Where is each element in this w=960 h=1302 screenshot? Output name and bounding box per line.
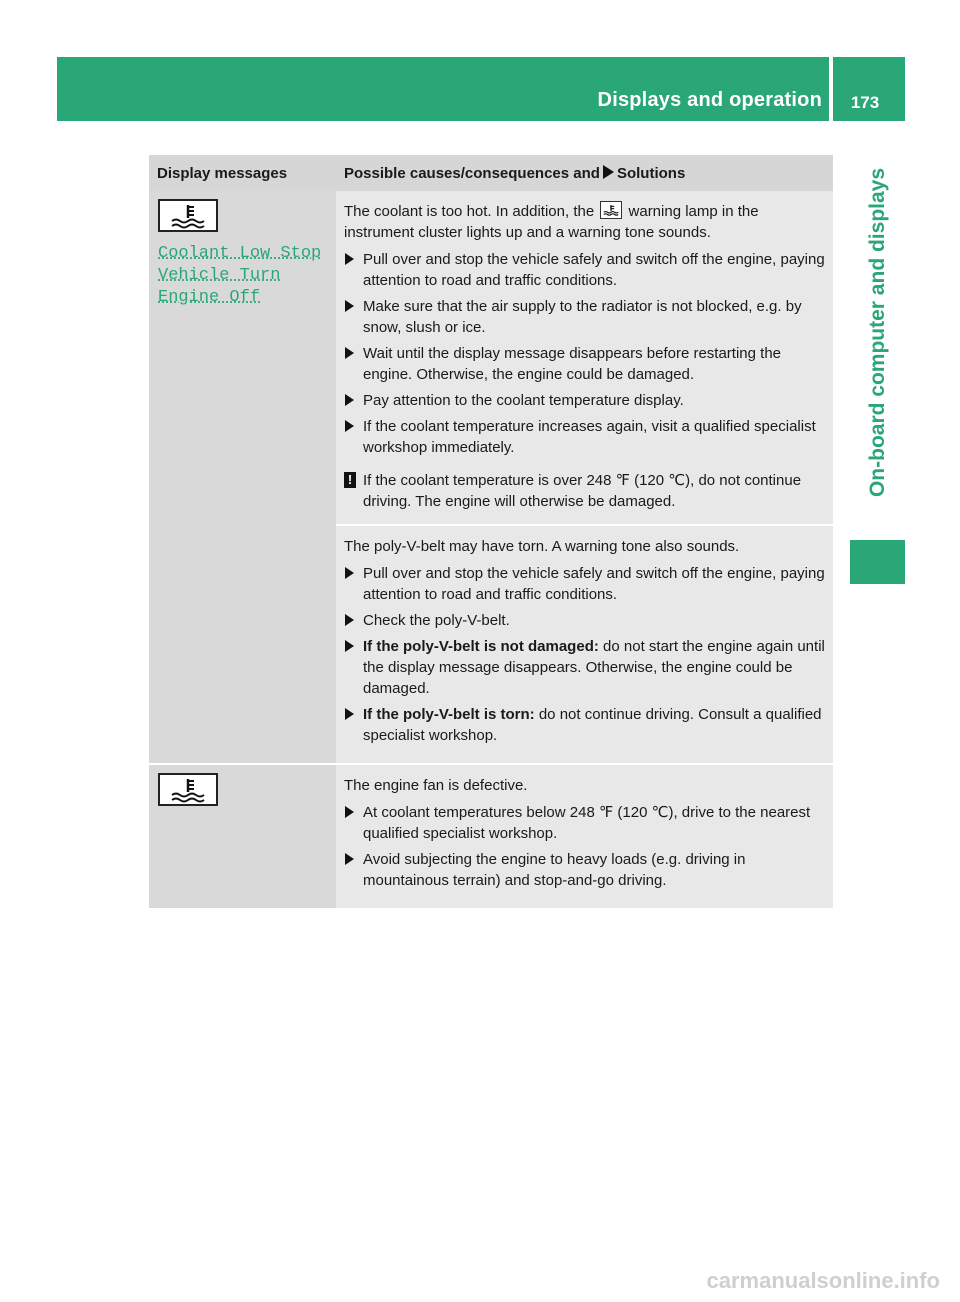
step-condition: If the poly-V-belt is not damaged: [363, 638, 599, 655]
display-message-cell [149, 764, 336, 908]
instruction-step [344, 249, 827, 291]
message-line: Vehicle Turn [158, 266, 281, 285]
page-number: 173 [850, 93, 880, 112]
step-arrow-icon [345, 253, 354, 265]
message-line: Coolant Low Stop [158, 244, 322, 263]
instruction-step [344, 296, 827, 338]
header-separator [829, 57, 833, 121]
instruction-step [344, 610, 827, 631]
step-arrow-icon [345, 567, 354, 579]
coolant-warning-lamp-icon [600, 201, 622, 219]
step-arrow-icon [345, 394, 354, 406]
section-title: Displays and operation [597, 89, 822, 111]
step-text: Check the poly-V-belt. [363, 612, 510, 629]
warning-text: If the coolant temperature is over 248 ℉ (120 ℃), do not continue driving. The engine will otherwise be damaged. [363, 472, 802, 510]
instruction-step [344, 563, 827, 605]
instruction-step [344, 416, 827, 458]
table-row [149, 764, 833, 908]
step-arrow-icon [345, 300, 354, 312]
column-header-solutions-label: Solutions [616, 164, 686, 182]
step-arrow-icon [345, 806, 354, 818]
instruction-step [344, 704, 827, 746]
step-arrow-icon [345, 347, 354, 359]
column-header-solutions-text: Possible causes/consequences and [344, 164, 600, 182]
chapter-marker-block [850, 540, 905, 584]
step-text: Wait until the display message disappears before restarting the engine. Otherwise, the engine could be damaged. [363, 345, 782, 383]
step-text: do not continue driving. Consult a qualified specialist workshop. [363, 706, 822, 744]
instruction-step [344, 343, 827, 385]
step-text: do not start the engine again until the display message disappears. Otherwise, the engine could be damaged. [363, 638, 825, 697]
solution-cell [336, 191, 833, 525]
step-arrow-icon [345, 708, 354, 720]
damage-warning [344, 470, 827, 512]
step-text: Pull over and stop the vehicle safely and switch off the engine, paying attention to road and traffic conditions. [363, 251, 825, 289]
cause-text [344, 201, 827, 243]
table-header-row [149, 155, 833, 191]
instruction-step [344, 390, 827, 411]
cause-text: The engine fan is defective. [344, 777, 528, 794]
cause-text: The poly-V-belt may have torn. A warning tone also sounds. [344, 538, 740, 555]
table-row [149, 191, 833, 525]
watermark: carmanualsonline.info [706, 1268, 940, 1293]
step-text: Pull over and stop the vehicle safely and switch off the engine, paying attention to road and traffic conditions. [363, 565, 825, 603]
solution-cell [336, 764, 833, 908]
step-arrow-icon [345, 420, 354, 432]
step-text: Make sure that the air supply to the radiator is not blocked, e.g. by snow, slush or ice. [363, 298, 802, 336]
display-message-text [158, 243, 328, 309]
step-condition: If the poly-V-belt is torn: [363, 706, 535, 723]
solution-cell [336, 525, 833, 764]
step-text: Avoid subjecting the engine to heavy loads (e.g. driving in mountainous terrain) and stop-and-go driving. [363, 851, 746, 889]
cause-text-part: The coolant is too hot. In addition, the [344, 203, 595, 220]
instruction-step [344, 802, 827, 844]
coolant-temperature-icon [158, 199, 218, 232]
step-text: If the coolant temperature increases again, visit a qualified specialist workshop immediately. [363, 418, 816, 456]
display-messages-table [149, 155, 833, 908]
cause-text-part: warning lamp in the instrument cluster lights up and a warning tone sounds. [344, 203, 759, 241]
message-line: Engine Off [158, 288, 261, 307]
display-message-cell [149, 191, 336, 764]
arrow-right-icon [603, 165, 614, 179]
step-text: At coolant temperatures below 248 ℉ (120 ℃), drive to the nearest qualified specialist workshop. [363, 804, 811, 842]
chapter-side-tab [850, 130, 905, 535]
column-header-display-messages: Display messages [149, 155, 336, 191]
step-arrow-icon [345, 614, 354, 626]
instruction-step [344, 636, 827, 699]
step-arrow-icon [345, 640, 354, 652]
chapter-tab-label: On-board computer and displays [865, 167, 889, 498]
step-text: Pay attention to the coolant temperature display. [363, 392, 684, 409]
column-header-solutions [336, 155, 833, 191]
step-arrow-icon [345, 853, 354, 865]
instruction-step [344, 849, 827, 891]
coolant-temperature-icon [158, 773, 218, 806]
exclamation-icon: ! [344, 472, 356, 488]
